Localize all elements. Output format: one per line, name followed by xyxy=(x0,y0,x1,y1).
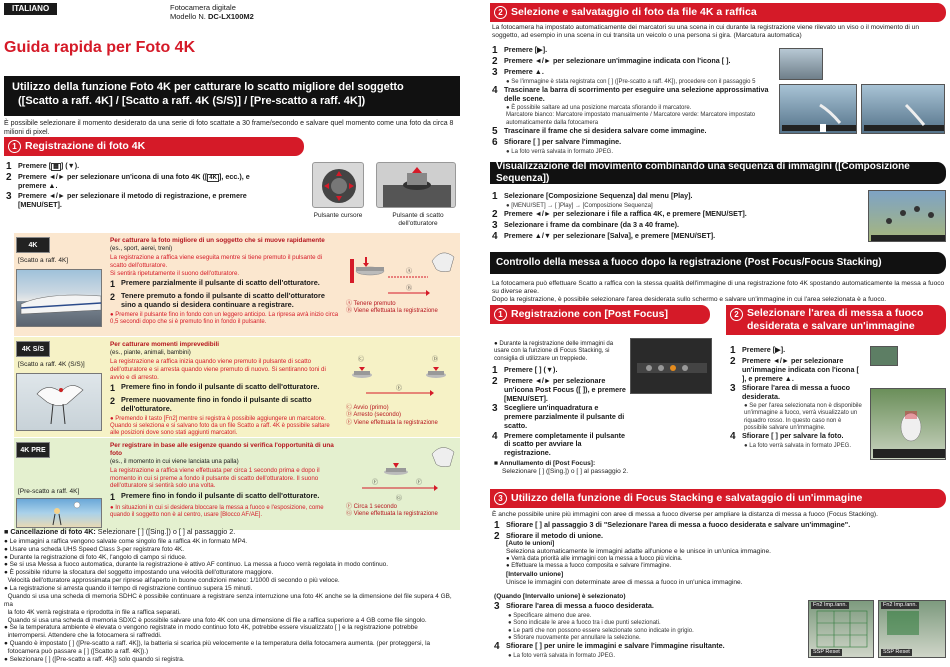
sec7-steps-2: 3 Sfiorare l'area di messa a fuoco desiderata. ● Specificare almeno due aree. ● Sono indicate le aree a fuoco tra i due punti selezionati. ● Le parti che non possono essere selezionate sono indicate in grigio. ● Sfiorare nuovamente per annullare la selezione. 4 Sfiorare [ ] per unire le immagini e salvare l'immagine risultante. ● La foto verrà salvata in formato JPEG. xyxy=(494,601,725,660)
train-photo xyxy=(16,269,102,327)
4k-pre-icon: 4K PRE xyxy=(16,442,50,458)
language-badge: ITALIANO xyxy=(4,3,57,15)
stacking-screen-1: Fn2 Imp./ann. SSP Reset xyxy=(808,600,874,658)
frame-drag-screen-photo xyxy=(861,84,945,134)
section-post-focus-recording: 1 Registrazione con [Post Focus] xyxy=(490,305,710,324)
svg-text:Ⓓ: Ⓓ xyxy=(432,357,439,363)
shutter-button-icon xyxy=(376,162,456,208)
svg-text:Ⓑ: Ⓑ xyxy=(406,286,413,292)
cranes-photo xyxy=(16,373,102,431)
svg-text:Ⓔ: Ⓔ xyxy=(396,386,403,392)
mode3-diagram xyxy=(346,442,458,512)
sec6-steps: 1 Premere [▶]. 2 Premere ◄/► per selezionare un'immagine indicata con l'icona [ ], e premere ▲. 3 Sfiorare l'area di messa a fuoco desiderata. ● Se per l'area selezionata non è disponibile un'immagine a fuoco, verrà visualizzato un riquadro rosso. In questo caso non è possibile salvare un'immagine. 4 Sfiorare [ ] per salvare la foto. ● La foto verrà salvata in formato JPEG. xyxy=(730,345,862,450)
mode1-diagram xyxy=(346,237,458,307)
section-select-focus-area: 2 Selezionare l'area di messa a fuoco desiderata e salvare un'immagine xyxy=(726,305,946,335)
svg-text:Ⓐ: Ⓐ xyxy=(406,269,413,275)
model-info: Fotocamera digitale Modello N. DC-LX100M2 xyxy=(170,3,254,22)
section-4k-recording: 1 Registrazione di foto 4K xyxy=(4,137,304,156)
cursor-button-icon xyxy=(312,162,364,208)
svg-text:Ⓖ: Ⓖ xyxy=(396,496,403,502)
4k-ss-icon: 4K S/S xyxy=(16,341,50,357)
cursor-button-label: Pulsante cursore xyxy=(313,212,363,219)
sec1-steps: 1 Premere [ ▦ ] (▼). 2 Premere ◄/► per selezionare un'icona di una foto 4K ([ 4K ], ecc.), e premere ▲. 3 Premere ◄/► per selezionare il metodo di registrazione, e premere [MENU/SET]. xyxy=(6,161,250,209)
svg-text:Ⓕ: Ⓕ xyxy=(416,480,423,486)
sec2-steps: 1 Premere [▶]. 2 Premere ◄/► per selezionare un'immagine indicata con l'icona [ ]. 3 Premere ▲. ● Se l'immagine è stata registrata con [ ] ([Pre-scatto a raff. 4K]), procedere con il passaggio 5 4 Trascinare la barra di scorrimento per eseguire una selezione approssimativa delle scene. ● È possibile saltare ad una posizione marcata sfiorando il marcatore. Marcatore bianco: Marcatore impostato manualmente / Marcatore verde: Marcatore impostato automaticamente dalla fotocamera 5 Trascinare il frame che si desidera salvare come immagine. 6 Sfiorare [ ] per salvare l'immagine. ● La foto verrà salvata in formato JPEG. xyxy=(492,45,769,155)
cancel-notes: ■ Cancellazione di foto 4K: Selezionare [ ] ([Sing.]) o [ ] al passaggio 2. ● Le immagini a raffica vengono salvate come singolo file a raffica 4K in formato MP4. ● Usare una scheda UHS Speed Class 3-per registrare foto 4K. ● Durante la registrazione di foto 4K, l'angolo di campo si riduce. ● Se si usa Messa a fuoco automatica, durante la registrazione è attivo AF continuo. La messa a fuoco verrà regolata in modo continuo. ● È possibile ridurre la sfocatura del soggetto impostando una velocità dell'otturatore maggiore. Velocità dell'otturatore approssimata per riprese all'aperto in buone condizioni meteo: 1/1000 di secondo o più veloce. ● La registrazione si arresta quando il tempo di registrazione continuo supera 15 minuti. Quando si usa una scheda di memoria SDHC è possibile continuare a registrare senza interruzione una foto 4K anche se la dimensione del file supera 4 GB, ma la foto 4K verrà registrata e riprodotta in file a raffica separati. Quando si usa una scheda di memoria SDXC è possibile salvare una foto 4K con una dimensione di file a raffica superiore a 4 GB come file singolo. ● Se la temperatura ambiente è elevata o vengono registrate in modo continuo foto 4K, potrebbe essere visualizzato [ ] e la registrazione potrebbe interrompersi. Attendere che la fotocamera si raffreddi. ● Quando è impostato [ ] ([Pre-scatto a raff. 4K]), la batteria si scarica più velocemente e la temperatura della fotocamera aumenta. (per proteggersi, la fotocamera può passare a [ ] ([Scatto a raff. 4K]).) ● Selezionare [ ] ([Pre-scatto a raff. 4K]) solo quando si registra. xyxy=(4,527,452,663)
section-focus-stacking: 3 Utilizzo della funzione di Focus Stacking e salvataggio di un'immagine xyxy=(490,489,946,508)
stacking-screen-2: Fn2 Imp./ann. SSP Reset xyxy=(878,600,946,658)
scrollbar-screen-photo xyxy=(779,84,857,134)
post-focus-menu-screen xyxy=(630,338,712,394)
section-post-focus: Controllo della messa a fuoco dopo la registrazione (Post Focus/Focus Stacking) xyxy=(490,252,946,274)
intro-text: È possibile selezionare il momento desiderato da una serie di foto scattate a 30 frame/secondo e salvare quel momento come una foto da circa 8 milioni di pixel. xyxy=(4,120,454,136)
4k-burst-icon: 4K xyxy=(16,237,50,253)
sec7-steps: 1 Sfiorare [ ] al passaggio 3 di "Selezionare l'area di messa a fuoco desiderata e salvare un'immagine". 2 Sfiorare il metodo di unione. xyxy=(494,520,851,542)
page-title: Guida rapida per Foto 4K xyxy=(4,39,196,56)
section-select-save: 2 Selezione e salvataggio di foto da file 4K a raffica xyxy=(490,3,946,22)
mode-row-4k-ss: 4K S/S [Scatto a raff. 4K (S/S)] Per catturare momenti imprevedibili (es., piante, animali, bambini) La registrazione a raffica inizia quando viene premuto il pulsante di scatto dell'otturatore e si arresta quando viene premuto di nuovo. Si sentiranno toni di avvio e di arresto. 1 Premere fino in fondo il pulsante di scatto dell'otturatore. 2 Premere nuovamente fino in fondo il pulsante di scatto dell'otturatore. ● Premendo il tasto [Fn2] mentre si registra è possibile aggiungere un marcatore. Quando si seleziona e si salvano foto da un file Scatto a raff. 4K è possibile saltare alle posizioni dove sono stati aggiunti marcatori. Ⓒ Ⓓ Ⓔ Ⓒ Avvio (primo) Ⓓ Arresto (secondo) Ⓔ Viene effettuata la registrazione xyxy=(14,337,460,437)
svg-text:Ⓕ: Ⓕ xyxy=(372,480,379,486)
sec3-steps: 1 Selezionare [Composizione Sequenza] dal menu [Play]. ● [MENU/SET] → [ ]Play] → [Composizione Sequenza] 2 Premere ◄/► per selezionare i file a raffica 4K, e premere [MENU/SET]. 3 Selezionare i frame da combinare (da 3 a 40 frame). 4 Premere ▲/▼ per selezionare [Salva], e premere [MENU/SET]. xyxy=(492,191,747,243)
mode2-diagram xyxy=(346,341,458,411)
shutter-button-label: Pulsante di scatto dell'otturatore xyxy=(392,212,444,227)
sequence-screen-photo xyxy=(868,190,946,242)
post-focus-thumb xyxy=(870,346,898,366)
beach-photo xyxy=(16,498,102,528)
sec5-steps: 1 Premere [ ] (▼). 2 Premere ◄/► per selezionare un'icona Post Focus ([ ]), e premere [MENU/SET]. 3 Scegliere un'inquadratura e premere parzialmente il pulsante di scatto. 4 Premere completamente il pulsante di scatto per avviare la registrazione. xyxy=(492,365,626,458)
section-sequence-composition: Visualizzazione del movimento combinando una sequenza di immagini ([Composizione Sequenza]) xyxy=(490,162,946,184)
mode-row-4k-pre: 4K PRE [Pre-scatto a raff. 4K] Per registrare in base alle esigenze quando si verifica l'opportunità di una foto (es., il momento in cui viene lanciata una palla) La registrazione a raffica viene effettuata per circa 1 secondo prima e dopo il momento in cui si preme a fondo il pulsante di scatto dell'otturatore. Il suono dell'otturatore si sentirà solo una volta. 1 Premere fino in fondo il pulsante di scatto dell'otturatore. ● In situazioni in cui si desidera bloccare la messa a fuoco e l'esposizione, come quando il soggetto non è al centro, usare [Blocco AF/AE]. Ⓕ Ⓕ Ⓖ Ⓕ Circa 1 secondo Ⓖ Viene effettuata la registrazione xyxy=(14,438,460,530)
focus-area-screen xyxy=(870,388,946,460)
feature-banner: Utilizzo della funzione Foto 4K per catturare lo scatto migliore del soggetto ([Scatto a raff. 4K] / [Scatto a raff. 4K (S/S)] / [Pre-scatto a raff. 4K]) xyxy=(4,76,460,116)
marker-screen-photo xyxy=(779,48,823,80)
svg-text:Ⓒ: Ⓒ xyxy=(358,357,365,363)
mode-row-4k-burst: 4K [Scatto a raff. 4K] Per catturare la foto migliore di un soggetto che si muove rapidamente (es., sport, aerei, treni) La registrazione a raffica viene eseguita mentre si tiene premuto il pulsante di scatto dell'otturatore. Si sentirà ripetutamente il suono dell'otturatore. 1 Premere parzialmente il pulsante di scatto dell'otturatore. 2 Tenere premuto a fondo il pulsante di scatto dell'otturatore sino a quando si desidera continuare a registrare. ● Premere il pulsante fino in fondo con un leggero anticipo. La ripresa avrà inizio circa 0,5 secondi dopo che si è premuto fino in fondo il pulsante. Ⓐ Ⓑ Ⓐ Tenere premuto Ⓑ Viene effettuata la registrazione xyxy=(14,233,460,336)
